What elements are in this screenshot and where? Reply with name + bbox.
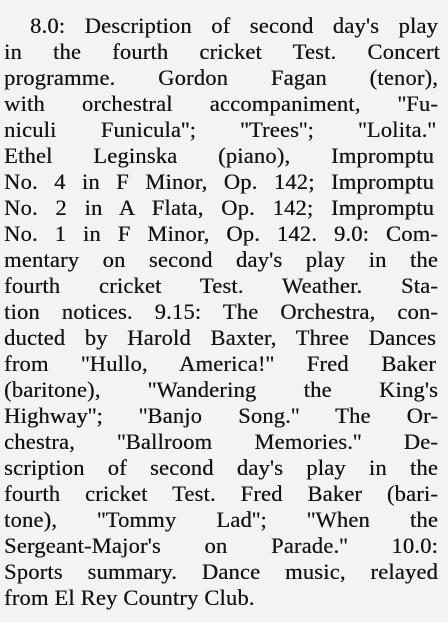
text-line: with orchestral accompaniment, ''Fu- — [4, 91, 438, 116]
text-line: Ethel Leginska (piano), Impromptu — [4, 143, 434, 168]
text-line: No. 4 in F Minor, Op. 142; Impromptu — [4, 169, 434, 194]
text-line: Highway''; ''Banjo Song.'' The Or- — [4, 403, 438, 428]
text-line: fourth cricket Test. Fred Baker (bari- — [4, 481, 438, 506]
text-line: Sports summary. Dance music, relayed — [4, 559, 438, 584]
text-line: fourth cricket Test. Weather. Sta- — [4, 273, 438, 298]
text-line: programme. Gordon Fagan (tenor), — [4, 65, 438, 90]
text-line: niculi Funicula''; ''Trees''; ''Lolita.'' — [4, 117, 436, 142]
text-line: (baritone), ''Wandering the King's — [4, 377, 438, 402]
text-line-last: from El Rey Country Club. — [4, 585, 255, 610]
text-line: from ''Hullo, America!'' Fred Baker — [4, 351, 436, 376]
text-line: mentary on second day's play in the — [4, 247, 438, 272]
text-line: Sergeant-Major's on Parade.'' 10.0: — [4, 533, 438, 558]
text-line: No. 1 in F Minor, Op. 142. 9.0: Com- — [4, 221, 438, 246]
text-line: No. 2 in A Flata, Op. 142; Impromptu — [4, 195, 434, 220]
text-line: 8.0: Description of second day's play — [30, 13, 438, 38]
text-line: scription of second day's play in the — [4, 455, 438, 480]
text-line: chestra, ''Ballroom Memories.'' De- — [4, 429, 438, 454]
text-line: tion notices. 9.15: The Orchestra, con- — [4, 299, 438, 324]
text-line: ducted by Harold Baxter, Three Dances — [4, 325, 436, 350]
text-line: in the fourth cricket Test. Concert — [4, 39, 440, 64]
text-line: tone), ''Tommy Lad''; ''When the — [4, 507, 438, 532]
